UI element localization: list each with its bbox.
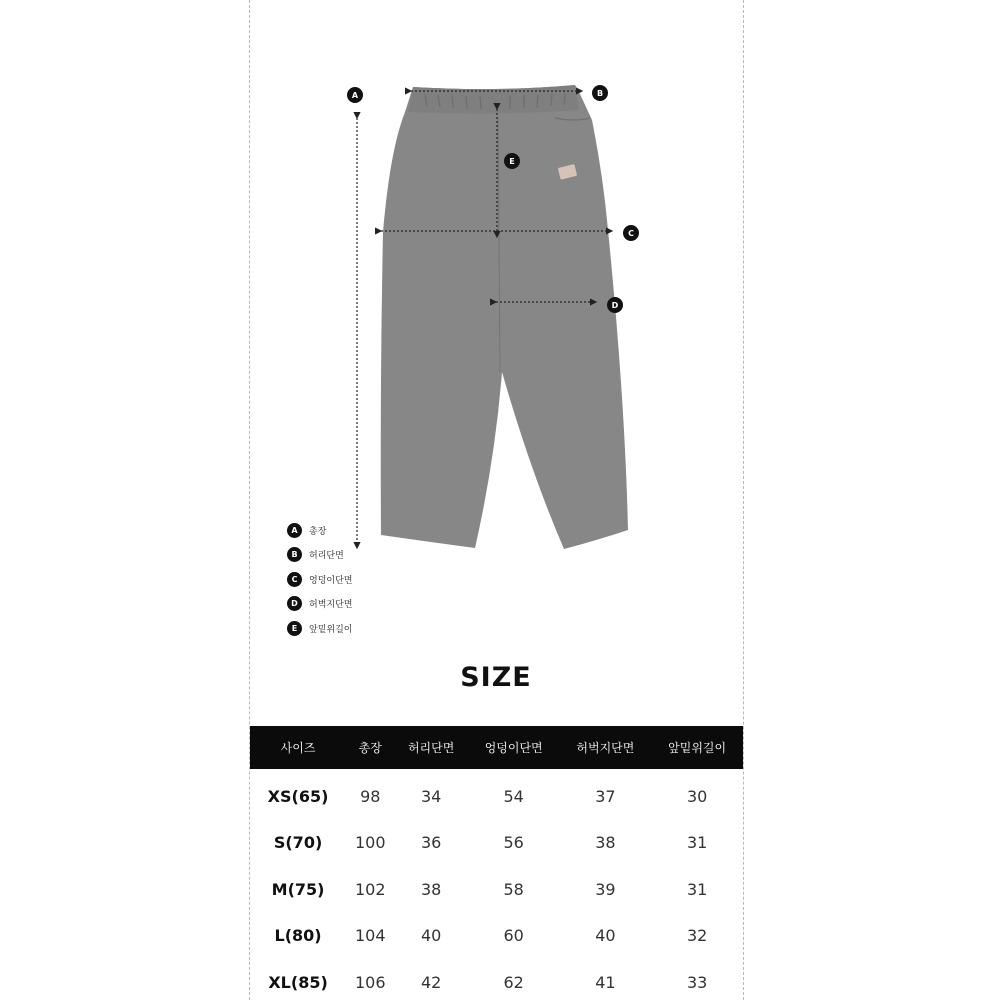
table-cell: 42 [420, 972, 442, 992]
legend-label-b: 허리단면 [309, 551, 344, 562]
marker-c [623, 225, 639, 241]
table-cell: 60 [503, 926, 524, 946]
header-thigh: 허벅지단면 [560, 726, 652, 769]
table-cell: 102 [355, 879, 386, 899]
table-cell: 62 [503, 972, 524, 992]
header-front-rise: 앞밑위길이 [651, 726, 743, 769]
legend-badge-b: B [287, 547, 302, 562]
legend-badge-a: A [287, 523, 302, 538]
header-waist: 허리단면 [394, 726, 467, 769]
table-cell: 40 [595, 926, 616, 946]
svg-text:E: E [509, 157, 515, 166]
table-cell: 39 [595, 879, 616, 899]
table-row [250, 913, 743, 960]
table-row [250, 769, 743, 820]
svg-text:B: B [596, 89, 604, 98]
table-cell: 37 [595, 786, 616, 806]
table-cell: 32 [686, 926, 708, 946]
legend-item-d [287, 592, 352, 617]
size-name-cell: XL(85) [268, 972, 328, 992]
table-cell: 31 [686, 879, 708, 899]
svg-text:C: C [628, 229, 634, 238]
size-section-title: SIZE [460, 662, 532, 693]
header-size: 사이즈 [250, 726, 346, 769]
table-cell: 54 [503, 786, 524, 806]
size-table-header-row [250, 726, 743, 769]
table-cell: 38 [595, 833, 616, 853]
legend-item-a [287, 518, 352, 543]
table-cell: 106 [355, 972, 386, 992]
size-name-cell: L(80) [274, 926, 322, 946]
legend-badge-d: D [287, 596, 302, 611]
legend-item-e [287, 616, 352, 641]
table-cell: 40 [420, 926, 442, 946]
marker-a [347, 87, 363, 103]
table-cell: 36 [420, 833, 442, 853]
legend-label-c: 엉덩이단면 [309, 575, 353, 586]
legend-item-c [287, 567, 352, 592]
table-cell: 58 [503, 879, 524, 899]
waistband [408, 85, 579, 114]
table-cell: 30 [686, 786, 708, 806]
table-cell: 33 [686, 972, 708, 992]
measurement-legend [287, 518, 352, 641]
table-cell: 98 [360, 786, 381, 806]
svg-text:D: D [611, 301, 619, 310]
legend-badge-c: C [287, 572, 302, 587]
header-hip: 엉덩이단면 [468, 726, 560, 769]
pants-illustration [381, 85, 628, 549]
table-cell: 100 [355, 833, 386, 853]
table-row [250, 959, 743, 1006]
size-name-cell: XS(65) [267, 786, 329, 806]
svg-text:A: A [351, 91, 359, 100]
table-cell: 38 [420, 879, 442, 899]
legend-label-e: 앞밑위길이 [309, 624, 353, 635]
size-name-cell: M(75) [271, 879, 325, 899]
legend-badge-e: E [287, 621, 302, 636]
table-cell: 41 [595, 972, 616, 992]
size-chart-table [250, 726, 743, 1006]
pants-shape [381, 85, 628, 549]
marker-e [504, 153, 520, 169]
table-cell: 31 [686, 833, 708, 853]
table-row [250, 866, 743, 913]
marker-b [592, 85, 608, 101]
legend-item-b [287, 543, 352, 568]
size-name-cell: S(70) [273, 833, 323, 853]
table-cell: 34 [420, 786, 442, 806]
header-total-length: 총장 [346, 726, 394, 769]
legend-label-a: 총장 [309, 526, 327, 537]
table-cell: 56 [503, 833, 524, 853]
legend-label-d: 허벅지단면 [309, 600, 353, 611]
table-cell: 104 [355, 926, 386, 946]
marker-d [607, 297, 623, 313]
table-row [250, 820, 743, 867]
